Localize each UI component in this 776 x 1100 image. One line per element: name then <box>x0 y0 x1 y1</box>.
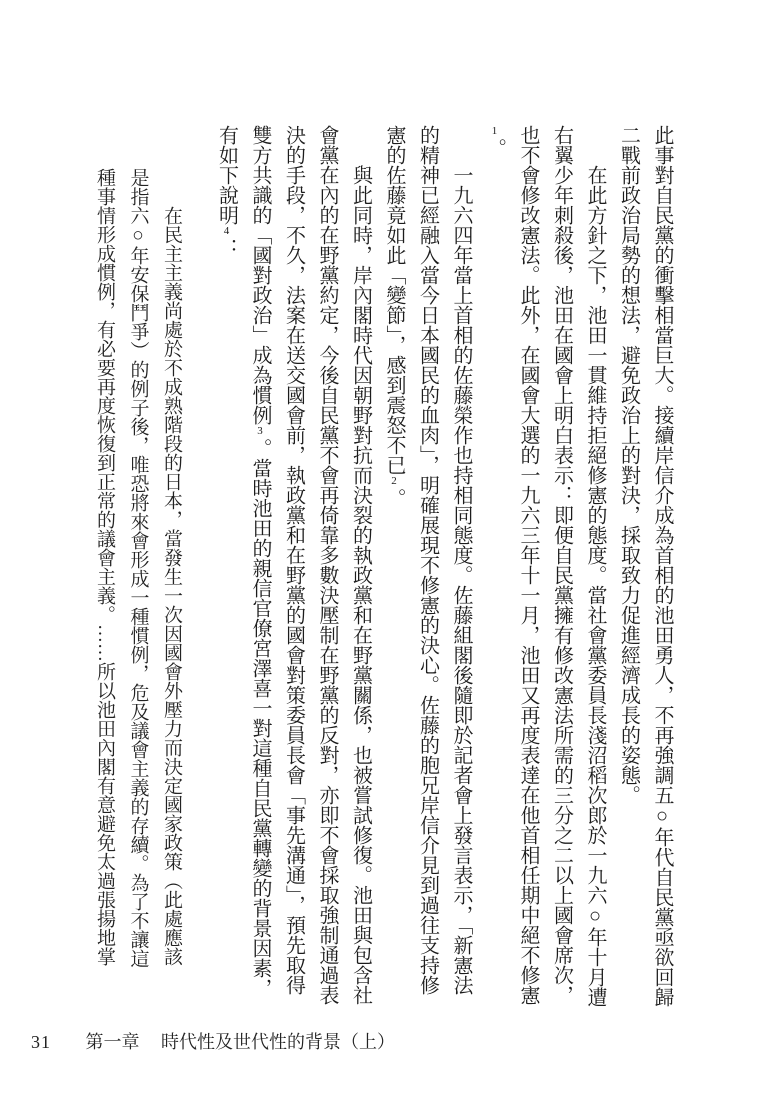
text-run: 是指六○年安保鬥爭）的例子後，唯恐將來會形成一種慣例，危及議會主義的存續。為了不讓這 <box>127 168 149 968</box>
quote-text-column <box>88 125 122 1011</box>
body-text-column <box>276 125 310 1011</box>
text-run: 右翼少年刺殺後，池田在國會上明白表示：即便自民黨擁有修改憲法所需的三分之二以上國會席次， <box>550 125 573 1005</box>
text-run: 的精神已經融入當今日本國民的血肉」，明確展現不修憲的決心。佐藤的胞兄岸信介見到過往支持修 <box>416 125 439 995</box>
text-run: 在民主主義尚處於不成熟階段的日本，當發生一次因國會外壓力而決定國家政策（此處應該 <box>161 206 182 966</box>
text-run: 也不會修改憲法。此外，在國會大選的一九六三年十一月，池田又再度表達在他首相任期中絕不修憲 <box>517 125 539 1005</box>
body-text-column <box>310 125 344 1011</box>
body-text-column <box>611 125 645 1011</box>
body-text-column <box>444 125 478 1011</box>
text-run: 一九六四年當上首相的佐藤榮作也持相同態度。佐藤組閣後隨即於記者會上發言表示，「新憲法 <box>450 165 472 995</box>
footnote-marker: 3 <box>254 425 266 438</box>
quote-text-column <box>155 125 189 1011</box>
text-run: 與此同時，岸內閣時代因朝野對抗而決裂的執政黨和在野黨關係，也被嘗試修復。池田與包含社 <box>349 165 372 1005</box>
page-footer <box>31 1028 395 1054</box>
text-run: 會黨在內的在野黨約定，今後自民黨不會再倚靠多數決壓制在野黨的反對，亦即不會採取強制通過表 <box>316 125 338 1005</box>
section-title: 時代性及世代性的背景（上） <box>161 1032 395 1052</box>
text-run: 此事對自民黨的衝擊相當巨大。接續岸信介成為首相的池田勇人，不再強調五○年代自民黨亟欲回歸 <box>651 125 673 1007</box>
text-run: 。 <box>483 138 506 158</box>
text-run: 。當時池田的親信官僚宮澤喜一對這種自民黨轉變的背景因素， <box>249 438 271 998</box>
text-run: 決的手段，不久，法案在送交國會前，執政黨和在野黨的國會對策委員長會「事先溝通」，預先取得 <box>282 125 305 995</box>
body-text-column <box>209 125 243 1011</box>
body-text-column <box>243 125 277 1011</box>
body-text-column <box>578 125 612 1011</box>
vertical-text-block <box>88 125 679 1011</box>
body-text-column <box>377 125 411 1011</box>
text-run: 二戰前政治局勢的想法，避免政治上的對決，採取致力促進經濟成長的姿態。 <box>617 125 640 805</box>
text-run: ： <box>215 238 238 258</box>
page-number: 31 <box>31 1032 51 1052</box>
text-run: 種事情形成慣例，有必要再度恢復到正常的議會主義。……所以池田內閣有意避免太過張揚地掌 <box>94 168 115 966</box>
text-run: 。 <box>383 488 405 508</box>
chapter-label: 第一章 <box>85 1032 140 1052</box>
body-text-column <box>544 125 578 1011</box>
body-text-column <box>511 125 545 1011</box>
footnote-marker: 2 <box>388 475 400 488</box>
text-run: 在此方針之下，池田一貫維持拒絕修憲的態度。當社會黨委員長淺沼稻次郎於一九六○年十月遭 <box>584 165 606 1007</box>
body-text-column <box>410 125 444 1011</box>
text-run: 有如下說明 <box>215 125 238 225</box>
footnote-marker: 4 <box>220 225 233 238</box>
body-text-column <box>477 125 511 1011</box>
quote-text-column <box>121 125 155 1011</box>
text-run: 雙方共識的「國對政治」成為慣例 <box>249 125 271 425</box>
text-run: 憲的佐藤竟如此「變節」，感到震怒不已 <box>383 125 405 475</box>
body-text-column <box>645 125 679 1011</box>
body-text-column <box>343 125 377 1011</box>
footnote-marker: 1 <box>488 125 501 138</box>
